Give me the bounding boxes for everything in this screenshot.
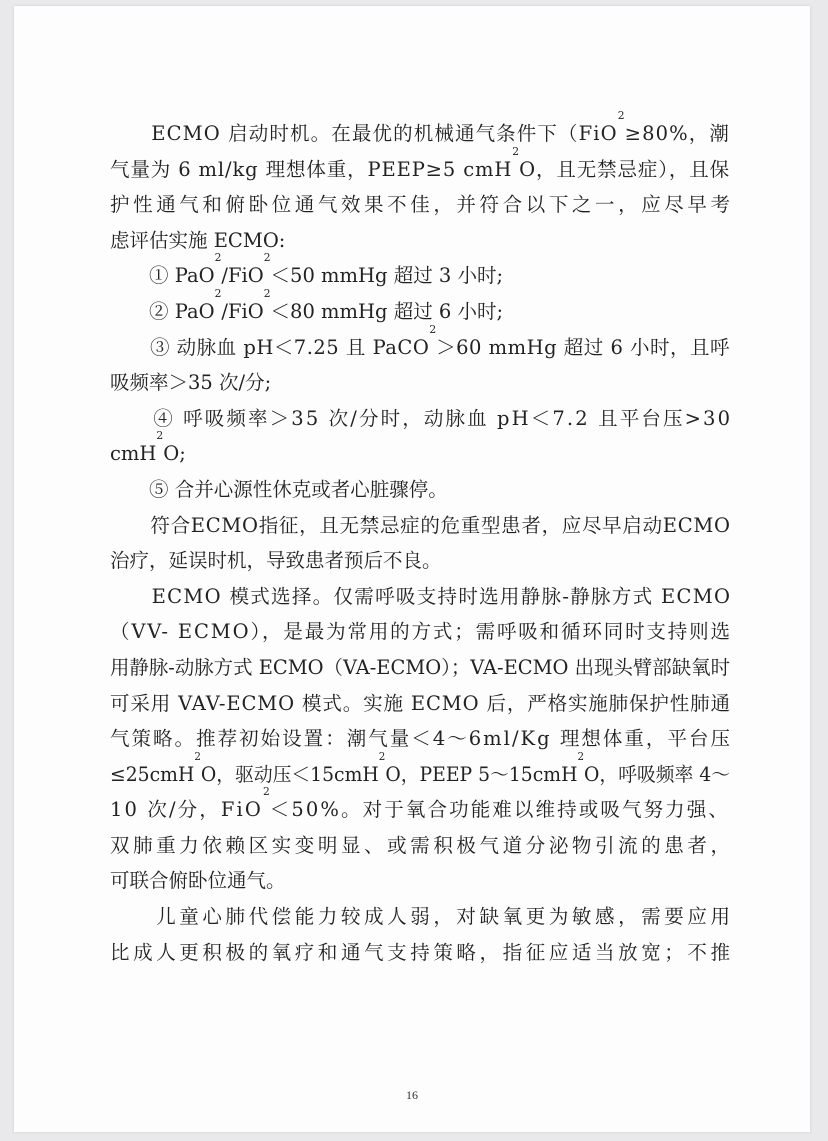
text-line <box>110 472 730 508</box>
text-line <box>110 721 733 757</box>
subscript: 2 <box>429 322 437 336</box>
subscript: 2 <box>214 286 222 300</box>
text-segment: ≥80%，潮 <box>624 122 731 145</box>
text-line <box>110 187 734 223</box>
text-segment: ① PaO <box>110 264 215 288</box>
text-segment: ② PaO <box>110 299 215 323</box>
text-segment: 可采用 VAV-ECMO 模式。实施 ECMO 后，严格实施肺保护性肺通 <box>110 691 731 715</box>
text-segment: （VV- ECMO），是最为常用的方式；需呼吸和循环同时支持则选 <box>110 620 732 644</box>
text-line <box>110 614 730 650</box>
text-segment: ＜50%。对于氧合功能难以维持或吸气努力强、 <box>269 798 731 822</box>
text-line <box>110 899 734 935</box>
text-line <box>110 286 730 330</box>
text-line <box>110 686 730 722</box>
document-page <box>14 6 810 1132</box>
text-segment: 气策略。推荐初始设置：潮气量＜4～6ml/Kg 理想体重，平台压 <box>110 727 733 751</box>
text-segment: ECMO 模式选择。仅需呼吸支持时选用静脉-静脉方式 ECMO <box>110 584 732 608</box>
text-segment: 双肺重力依赖区实变明显、或需积极气道分泌物引流的患者， <box>110 833 734 857</box>
page-number: 16 <box>406 1088 418 1102</box>
text-segment: /FiO <box>221 299 264 323</box>
text-segment: O; <box>163 442 186 466</box>
subscript: 2 <box>262 785 270 799</box>
text-line <box>110 429 730 472</box>
text-line <box>110 401 733 437</box>
text-segment: ＞60 mmHg 超过 6 小时，且呼 <box>436 335 731 359</box>
text-segment: 儿童心肺代偿能力较成人弱，对缺氧更为敏感，需要应用 <box>110 905 734 929</box>
text-segment: O，PEEP 5～15cmH <box>385 762 578 786</box>
text-segment: 10 次/分，FiO <box>110 798 263 822</box>
text-segment: ≤25cmH <box>110 762 195 786</box>
text-line <box>110 579 730 615</box>
subscript: 2 <box>617 109 625 122</box>
subscript: 2 <box>378 749 386 763</box>
text-segment: ③ 动脉血 pH＜7.25 且 PaCO <box>110 335 430 359</box>
text-line <box>110 144 730 188</box>
text-line <box>110 863 730 899</box>
text-segment: ＜50 mmHg 超过 3 小时; <box>270 264 504 288</box>
text-line <box>110 749 730 793</box>
text-line <box>110 650 728 686</box>
text-segment: O，驱动压＜15cmH <box>200 762 379 786</box>
subscript: 2 <box>512 144 520 158</box>
text-segment: 用静脉-动脉方式 ECMO（VA-ECMO）；VA-ECMO 出现头臂部缺氧时 <box>110 655 730 679</box>
subscript: 2 <box>156 429 164 443</box>
text-segment: cmH <box>110 442 157 466</box>
text-line <box>110 935 734 971</box>
text-line <box>110 365 730 401</box>
document-body <box>110 109 734 970</box>
subscript: 2 <box>194 749 201 763</box>
text-segment: 比成人更积极的氧疗和通气支持策略，指征应适当放宽；不推 <box>110 940 734 964</box>
text-line <box>110 322 731 366</box>
text-segment: 吸频率＞35 次/分; <box>110 371 272 395</box>
text-segment: ⑤ 合并心源性休克或者心脏骤停。 <box>110 477 448 501</box>
text-segment: O，呼吸频率 4～ <box>584 762 730 786</box>
text-segment: 气量为 6 ml/kg 理想体重，PEEP≥5 cmH <box>110 157 513 181</box>
text-segment: /FiO <box>221 264 264 288</box>
subscript: 2 <box>214 251 222 265</box>
text-line <box>110 109 731 152</box>
text-segment: 可联合俯卧位通气。 <box>110 869 286 893</box>
text-segment: 符合ECMO指征，且无禁忌症的危重型患者，应尽早启动ECMO <box>110 513 731 537</box>
text-segment: ＜80 mmHg 超过 6 小时; <box>270 299 504 323</box>
text-line <box>110 508 730 544</box>
subscript: 2 <box>263 251 271 265</box>
text-segment: ECMO 启动时机。在最优的机械通气条件下（FiO <box>110 122 618 145</box>
text-segment: O，且无禁忌症），且保 <box>519 157 730 181</box>
text-segment: 护性通气和俯卧位通气效果不佳，并符合以下之一，应尽早考 <box>110 193 734 217</box>
text-line <box>110 223 730 259</box>
text-segment: ④ 呼吸频率＞35 次/分时，动脉血 pH＜7.2 且平台压>30 <box>110 406 733 430</box>
subscript: 2 <box>577 749 585 763</box>
text-segment: 虑评估实施 ECMO: <box>110 228 286 252</box>
text-segment: 治疗，延误时机，导致患者预后不良。 <box>110 549 442 573</box>
text-line <box>110 828 734 864</box>
text-line <box>110 785 731 828</box>
subscript: 2 <box>263 286 271 300</box>
text-line <box>110 543 730 579</box>
text-line <box>110 251 730 294</box>
